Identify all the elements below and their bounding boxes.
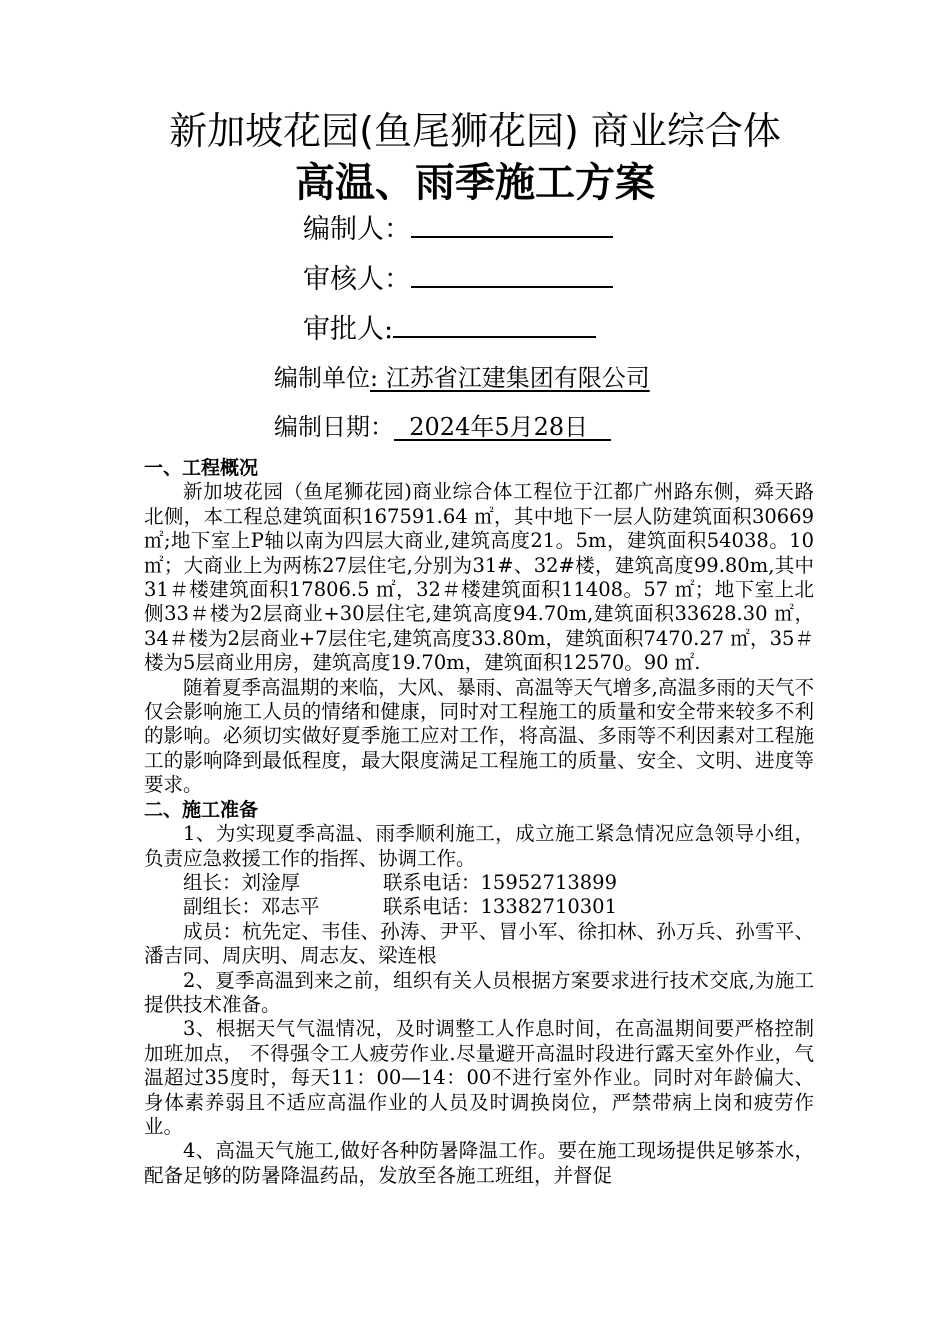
leader-row: [144, 871, 814, 895]
compiler-signature: [303, 212, 613, 248]
deputy-row: [144, 895, 814, 919]
preparation-paragraph-1: 1、为实现夏季高温、雨季顺利施工，成立施工紧急情况应急领导小组，负责应急救援工作的指挥、协调工作。: [144, 822, 814, 870]
organization-value: : 江苏省江建集团有限公司: [370, 364, 650, 392]
reviewer-blank-line: [411, 262, 613, 288]
document-subtitle: 高温、雨季施工方案: [295, 160, 655, 206]
organization-label: 编制单位: [274, 364, 370, 392]
deputy-name: 副组长：邓志平: [183, 895, 320, 919]
overview-paragraph-2: 随着夏季高温期的来临，大风、暴雨、高温等天气增多,高温多雨的天气不仅会影响施工人员的情绪和健康，同时对工程施工的质量和安全带来较多不利的影响。必须切实做好夏季施工应对工作，将高温、多雨等不利因素对工程施工的影响降到最低程度，最大限度满足工程施工的质量、安全、文明、进度等要求。: [144, 675, 814, 797]
members-list: 成员：杭先定、韦佳、孙涛、尹平、冒小军、徐扣林、孙万兵、孙雪平、潘吉同、周庆明、周志友、梁连根: [144, 919, 814, 968]
approver-signature: [303, 312, 596, 348]
leader-phone: 联系电话：15952713899: [383, 870, 617, 894]
reviewer-label: 审核人：: [303, 264, 411, 295]
preparation-paragraph-2: 2、夏季高温到来之前，组织有关人员根据方案要求进行技术交底,为施工提供技术准备。: [144, 968, 814, 1016]
organization-line: [274, 362, 650, 394]
date-value: 2024年5月28日: [394, 413, 612, 441]
approver-label: 审批人:: [303, 314, 394, 345]
document-title: 新加坡花园(鱼尾狮花园) 商业综合体: [169, 109, 781, 153]
deputy-phone: 联系电话：13382710301: [383, 895, 617, 919]
compiler-label: 编制人：: [303, 214, 411, 245]
leader-name: 组长：刘淦厚: [183, 870, 301, 894]
preparation-paragraph-3: 3、根据天气气温情况，及时调整工人作息时间，在高温期间要严格控制加班加点， 不得强令工人疲劳作业.尽量避开高温时段进行露天室外作业，气温超过35度时，每天11：00—14：00不进行室外作业。同时对年龄偏大、身体素养弱且不适应高温作业的人员及时调换岗位，严禁带病上岗和疲劳作业。: [144, 1017, 814, 1138]
date-label: 编制日期：: [274, 413, 394, 441]
date-line: [274, 411, 611, 443]
document-body: [144, 456, 814, 1188]
section-heading-preparation: 二、施工准备: [144, 798, 259, 821]
approver-blank-line: [393, 312, 596, 338]
section-heading-overview: 一、工程概况: [144, 457, 259, 479]
preparation-paragraph-4: 4、高温天气施工,做好各种防暑降温工作。要在施工现场提供足够茶水，配备足够的防暑降温药品，发放至各施工班组，并督促: [144, 1139, 814, 1187]
reviewer-signature: [303, 262, 613, 298]
compiler-blank-line: [411, 212, 613, 238]
overview-paragraph-1: 新加坡花园（鱼尾狮花园)商业综合体工程位于江都广州路东侧，舜天路北侧，本工程总建筑面积167591.64 ㎡，其中地下一层人防建筑面积30669㎡;地下室上P轴以南为四层大商业,建筑高度21。5m，建筑面积54038。10 ㎡；大商业上为两栋27层住宅,分别为31#、32#楼，建筑高度99.80m,其中31＃楼建筑面积17806.5 ㎡，32＃楼建筑面积11408。57 ㎡；地下室上北侧33＃楼为2层商业+30层住宅,建筑高度94.70m,建筑面积33628.30 ㎡，34＃楼为2层商业+7层住宅,建筑高度33.80m，建筑面积7470.27 ㎡，35＃楼为5层商业用房，建筑高度19.70m，建筑面积12570。90 ㎡.: [144, 480, 814, 675]
